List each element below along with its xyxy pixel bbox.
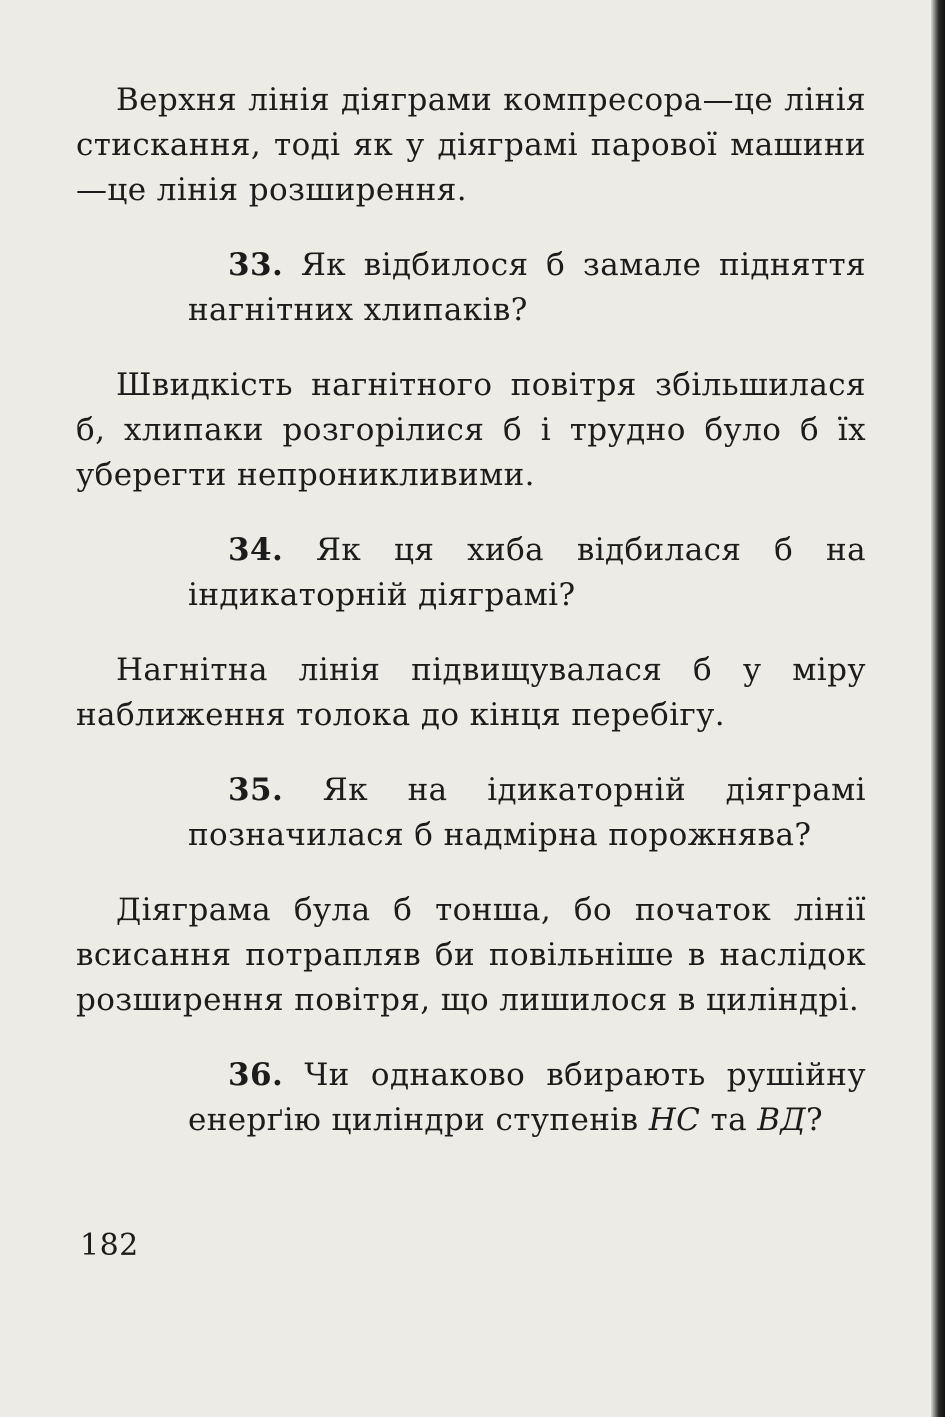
question-number: 33. [228,247,284,283]
answer-paragraph: Швидкість нагнітного повітря збільшилася б, хлипаки розгорілися б і трудно було б їх уберегти непроникливими. [76,367,866,493]
book-spine-shadow [931,0,945,1417]
question-36 [188,1053,866,1143]
answer-paragraph: Нагнітна лінія підвищувалася б у міру наближення толока до кінця перебігу. [76,652,866,733]
italic-abbreviation: НС [648,1102,701,1138]
question-text: ? [806,1102,824,1138]
question-number: 34. [228,532,284,568]
question-text: Як відбилося б замале підняття нагнітних хлипаків? [188,247,866,328]
page-number: 182 [80,1228,139,1263]
answer-paragraph: Верхня лінія діяграми компресора—це лінія стискання, тоді як у діяграмі парової машини—це лінія розширення. [76,82,866,208]
question-34 [188,528,866,618]
question-35 [188,768,866,858]
italic-abbreviation: ВД [757,1102,807,1138]
page-text [76,78,866,1143]
question-text: Чи однаково вбирають рушійну енерґію циліндри ступенів [188,1057,866,1138]
question-number: 36. [228,1057,284,1093]
question-text: Як ця хиба відбилася б на індикаторній діяграмі? [188,532,866,613]
question-text: Як на ідикаторній діяграмі позначилася б надмірна порожнява? [188,772,866,853]
question-33 [188,243,866,333]
question-number: 35. [228,772,284,808]
question-text: та [700,1102,758,1138]
answer-paragraph: Діяграма була б тонша, бо початок лінії всисання потрапляв би повільніше в наслідок розширення повітря, що лишилося в циліндрі. [76,892,866,1018]
